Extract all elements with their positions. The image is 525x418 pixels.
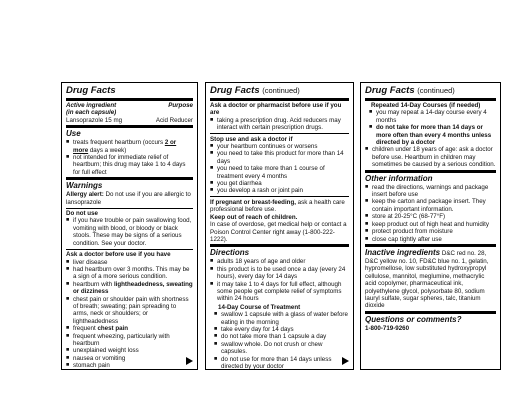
divider (66, 249, 193, 250)
ask-doctor-item: ■ nausea or vomiting (66, 355, 193, 362)
continued-arrow-icon (342, 357, 349, 365)
repeated-item: ■ do not take for more than 14 days or more often than every 4 months unless directed by a doctor (369, 124, 496, 146)
do-not-use-item: ■ if you have trouble or pain swallowing food, vomiting with blood, or bloody or black stools. These may be signs of a serious condition. See your doctor. (66, 217, 193, 247)
other-info-item: ■ read the directions, warnings and package insert before use (365, 184, 496, 199)
drug-facts-panel-1 (61, 82, 198, 370)
other-info-item: ■ keep product out of high heat and humidity (365, 221, 496, 228)
repeated-item: ■ you may repeat a 14-day course every 4 months (369, 109, 496, 124)
warnings-title: Warnings (66, 181, 103, 191)
use-item: ■ treats frequent heartburn (occurs 2 or more days a week) (66, 139, 193, 154)
drug-facts-panel-3 (360, 82, 501, 370)
active-ingredient-label: Active ingredient (66, 102, 117, 109)
divider (365, 98, 496, 101)
phone-number: 1-800-719-9260 (365, 324, 410, 332)
divider (210, 98, 349, 101)
divider (66, 98, 193, 101)
ask-doctor-item: ■ chest pain or shoulder pain with shortness of breath; sweating; pain spreading to arms, neck or shoulders; or lightheadedness (66, 296, 193, 326)
use-title: Use (66, 129, 81, 139)
ingredient-row (66, 117, 193, 124)
stop-use-title: Stop use and ask a doctor if (210, 135, 293, 143)
divider (66, 125, 193, 128)
ask-doctor-item: ■ frequent chest pain (66, 325, 193, 332)
other-info-item: ■ keep the carton and package insert. They contain important information. (365, 198, 496, 213)
overdose-text: In case of overdose, get medical help or contact a Poison Control Center right away (1-800-222-1222). (210, 221, 347, 243)
directions-title: Directions (210, 248, 250, 258)
divider (365, 244, 496, 247)
ask-doctor-item: ■ frequent wheezing, particularly with heartburn (66, 333, 193, 348)
stop-use-item: ■ you develop a rash or joint pain (210, 187, 349, 194)
course-item: ■ swallow whole. Do not crush or chew capsules. (214, 341, 349, 356)
panel-title: Drug Facts (continued) (365, 85, 455, 96)
course-item: ■ do not use for more than 14 days unless directed by your doctor (214, 356, 349, 371)
use-item: ■ not intended for immediate relief of heartburn; this drug may take 1 to 4 days for full effect (66, 154, 193, 176)
ingredient-purpose: Acid Reducer (155, 116, 193, 124)
repeated-courses-title: Repeated 14-Day Courses (if needed) (371, 102, 481, 109)
ask-doctor-item: ■ heartburn with lightheadedness, sweating or dizziness (66, 281, 193, 296)
ask-pharmacist-item: ■ taking a prescription drug. Acid reducers may interact with certain prescription drugs. (210, 117, 349, 132)
allergy-alert: Allergy alert: Do not use if you are allergic to lansoprazole (66, 191, 191, 206)
course-item: ■ swallow 1 capsule with a glass of water before eating in the morning (214, 311, 349, 326)
continued-arrow-icon (186, 357, 193, 365)
questions-title: Questions or comments? (365, 314, 462, 324)
purpose-label: Purpose (168, 102, 193, 109)
do-not-use-title: Do not use (66, 210, 98, 218)
stop-use-item: ■ your heartburn continues or worsens (210, 143, 349, 150)
divider (210, 244, 349, 247)
stop-use-item: ■ you need to take this product for more than 14 days (210, 150, 349, 165)
directions-item: ■ adults 18 years of age and older (210, 258, 349, 265)
divider (66, 208, 193, 209)
other-information-title: Other information (365, 173, 433, 183)
keep-out-of-reach: Keep out of reach of children. (210, 213, 298, 221)
ask-doctor-item: ■ unexplained weight loss (66, 347, 193, 354)
directions-item: ■ this product is to be used once a day (every 24 hours), every day for 14 days (210, 266, 349, 281)
stop-use-item: ■ you need to take more than 1 course of treatment every 4 months (210, 165, 349, 180)
panel-title: Drug Facts (66, 85, 116, 96)
divider (365, 170, 496, 173)
ask-doctor-item: ■ had heartburn over 3 months. This may be a sign of a more serious condition. (66, 266, 193, 281)
other-info-item: ■ close cap tightly after use (365, 236, 496, 243)
divider (66, 177, 193, 180)
ask-doctor-title: Ask a doctor before use if you have (66, 251, 171, 259)
ask-pharmacist-title: Ask a doctor or pharmacist before use if you are (210, 102, 342, 117)
course-title: 14-Day Course of Treatment (218, 303, 301, 311)
divider (210, 133, 349, 134)
divider (365, 311, 496, 314)
ask-doctor-item: ■ stomach pain (66, 362, 193, 369)
inactive-ingredients: Inactive ingredients D&C red no. 28, D&C yellow no. 10, FD&C blue no. 1, gelatin, hypromellose, low substituted hydroxypropyl cellulose, mannitol, meglumine, methacrylic acid copolymer, pharmaceutical ink, polyethylene glycol, polysorbate 80, sodium lauryl sulfate, sugar spheres, talc, titanium dioxide (365, 247, 489, 310)
course-item: ■ do not take more than 1 capsule a day (214, 333, 349, 340)
course-item: ■ take every day for 14 days (214, 326, 349, 333)
each-capsule-label: (in each capsule) (66, 109, 117, 117)
ingredient-name: Lansoprazole 15 mg (66, 116, 123, 124)
other-info-item: ■ store at 20-25°C (68-77°F) (365, 213, 496, 220)
panel-title: Drug Facts (continued) (210, 85, 300, 96)
drug-facts-panel-2 (205, 82, 354, 370)
ask-doctor-item: ■ liver disease (66, 259, 193, 266)
directions-item: ■ it may take 1 to 4 days for full effect, although some people get complete relief of symptoms within 24 hours (210, 281, 349, 303)
other-info-item: ■ protect product from moisture (365, 228, 496, 235)
active-ingredient-header (66, 102, 193, 109)
divider (210, 196, 349, 197)
stop-use-item: ■ you get diarrhea (210, 180, 349, 187)
children-item: ■ children under 18 years of age: ask a doctor before use. Heartburn in children may sometimes be caused by a serious condition. (365, 146, 496, 168)
pregnancy-warning: If pregnant or breast-feeding, ask a health care professional before use. (210, 198, 345, 214)
